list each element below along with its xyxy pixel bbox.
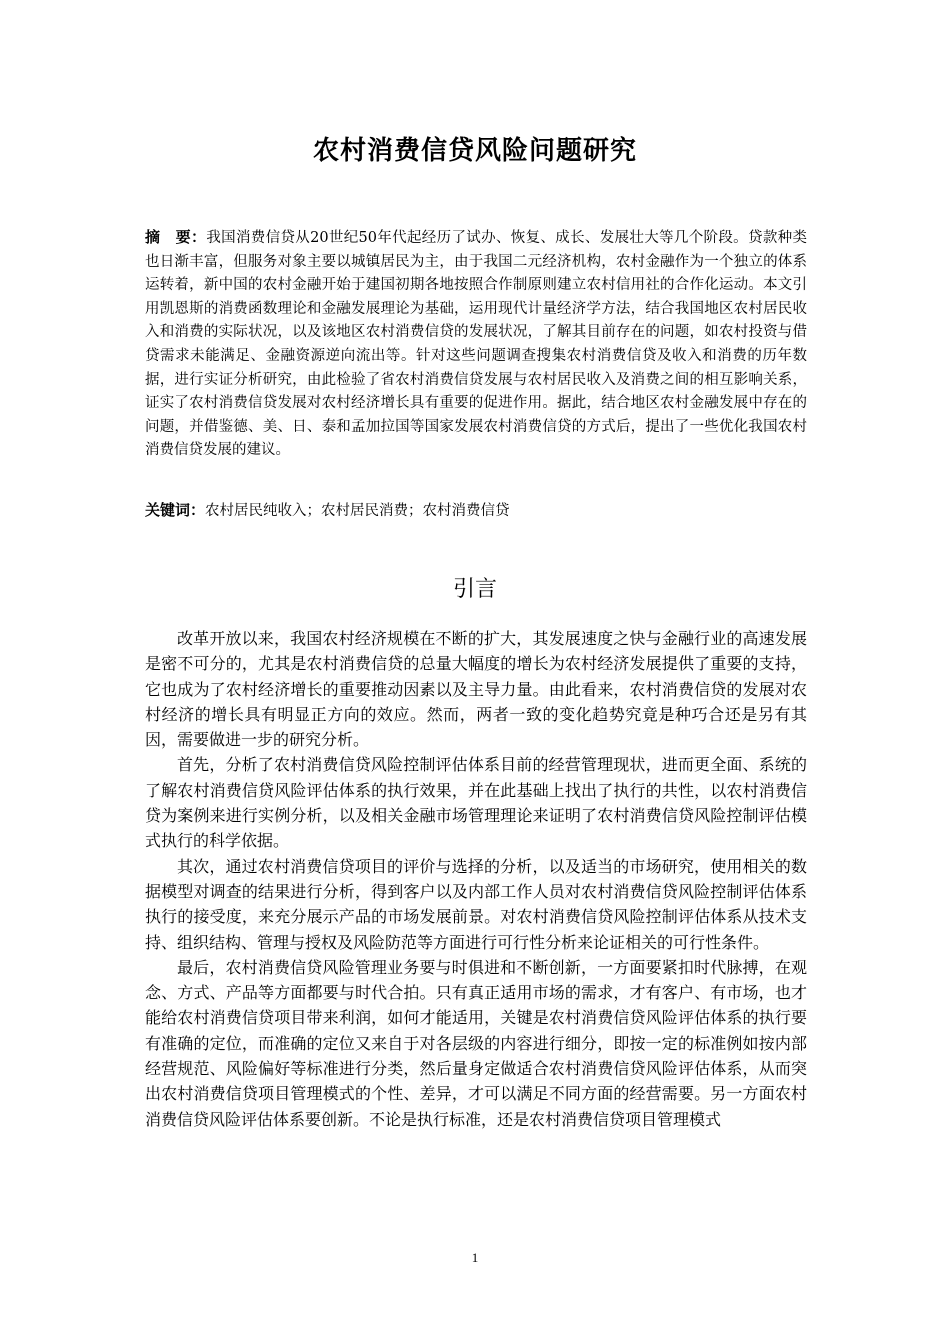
paragraph: 改革开放以来，我国农村经济规模在不断的扩大，其发展速度之快与金融行业的高速发展是密不可分的，尤其是农村消费信贷的总量大幅度的增长为农村经济发展提供了重要的支持，它也成为了农村经济增长的重要推动因素以及主导力量。由此看来，农村消费信贷的发展对农村经济的增长具有明显正方向的效应。然而，两者一致的变化趋势究竟是种巧合还是另有其因，需要做进一步的研究分析。 xyxy=(145,629,807,750)
section-heading-introduction: 引言 xyxy=(452,577,497,602)
abstract-block xyxy=(145,226,807,463)
paragraph: 最后，农村消费信贷风险管理业务要与时俱进和不断创新，一方面要紧扣时代脉搏，在观念、方式、产品等方面都要与时代合拍。只有真正适用市场的需求，才有客户、有市场，也才能给农村消费信贷项目带来利润，如何才能适用，关键是农村消费信贷风险评估体系的执行要有准确的定位，而准确的定位又来自于对各层级的内容进行细分，即按一定的标准例如按内部经营规范、风险偏好等标准进行分类，然后量身定做适合农村消费信贷风险评估体系，从而突出农村消费信贷项目管理模式的个性、差异，才可以满足不同方面的经营需要。另一方面农村消费信贷风险评估体系要创新。不论是执行标准，还是农村消费信贷项目管理模式 xyxy=(145,957,807,1129)
abstract-text: 我国消费信贷从20世纪50年代起经历了试办、恢复、成长、发展壮大等几个阶段。贷款种类也日渐丰富，但服务对象主要以城镇居民为主，由于我国二元经济机构，农村金融作为一个独立的体系运转着，新中国的农村金融开始于建国初期各地按照合作制原则建立农村信用社的合作化运动。本文引用凯恩斯的消费函数理论和金融发展理论为基础，运用现代计量经济学方法，结合我国地区农村居民收入和消费的实际状况，以及该地区农村消费信贷的发展状况，了解其目前存在的问题，如农村投资与借贷需求未能满足、金融资源逆向流出等。针对这些问题调查搜集农村消费信贷及收入和消费的历年数据，进行实证分析研究，由此检验了省农村消费信贷发展与农村居民收入及消费之间的相互影响关系，证实了农村消费信贷发展对农村经济增长具有重要的促进作用。据此，结合地区农村金融发展中存在的问题，并借鉴德、美、日、泰和孟加拉国等国家发展农村消费信贷的方式后，提出了一些优化我国农村消费信贷发展的建议。 xyxy=(145,230,807,459)
body-text xyxy=(145,626,807,1132)
keywords-text: 农村居民纯收入；农村居民消费；农村消费信贷 xyxy=(205,503,510,519)
keywords-label: 关键词： xyxy=(145,501,206,519)
keywords-block xyxy=(145,499,807,524)
document-title: 农村消费信贷风险问题研究 xyxy=(312,136,637,166)
paragraph: 首先，分析了农村消费信贷风险控制评估体系目前的经营管理现状，进而更全面、系统的了解农村消费信贷风险评估体系的执行效果，并在此基础上找出了执行的共性，以农村消费信贷为案例来进行实例分析，以及相关金融市场管理理论来证明了农村消费信贷风险控制评估模式执行的科学依据。 xyxy=(145,755,807,851)
abstract-label: 摘 要： xyxy=(145,228,207,246)
paragraph: 其次，通过农村消费信贷项目的评价与选择的分析，以及适当的市场研究，使用相关的数据模型对调查的结果进行分析，得到客户以及内部工作人员对农村消费信贷风险控制评估体系执行的接受度，来充分展示产品的市场发展前景。对农村消费信贷风险控制评估体系从技术支持、组织结构、管理与授权及风险防范等方面进行可行性分析来论证相关的可行性条件。 xyxy=(145,856,807,952)
page-number: 1 xyxy=(471,1250,479,1265)
